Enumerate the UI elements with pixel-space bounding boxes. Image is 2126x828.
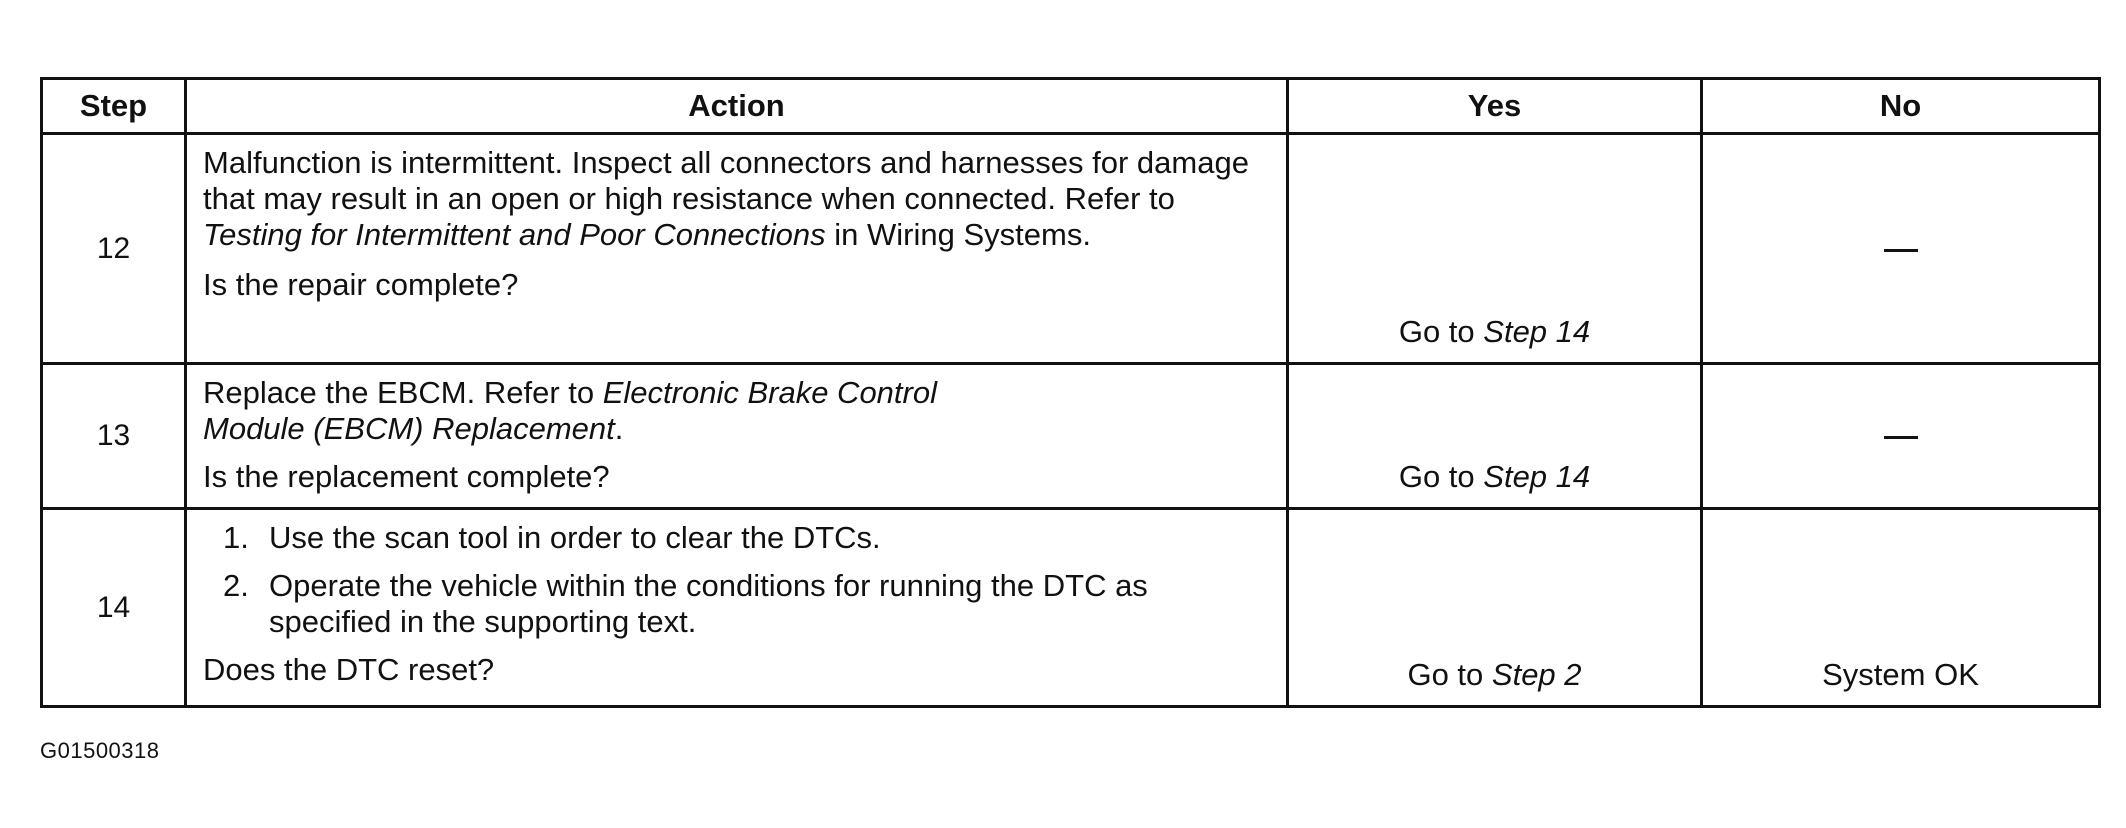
table-row [42,509,2100,707]
yes-cell [1288,134,1702,364]
reference-link-text: Testing for Intermittent and Poor Connections [203,217,826,252]
header-yes: Yes [1288,79,1702,134]
action-text [203,375,1272,447]
header-step: Step [42,79,186,134]
step-number: 14 [42,509,186,707]
action-step-text: Use the scan tool in order to clear the DTCs. [269,520,881,555]
question-text: Is the repair complete? [203,267,519,302]
action-step-item [203,568,1192,640]
diagnostic-table [40,77,2101,708]
question-text: Is the replacement complete? [203,459,610,494]
yes-step-reference: Step 14 [1483,459,1591,494]
action-step-text: Operate the vehicle within the conditions for running the DTC as specified in the supporting text. [269,568,1148,639]
header-action: Action [186,79,1288,134]
no-cell: System OK [1702,509,2100,707]
yes-cell [1288,364,1702,509]
action-cell [186,364,1288,509]
no-dash [1884,249,1918,252]
action-step-number: 1. [223,520,249,555]
action-step-item [203,520,1192,556]
action-cell [186,509,1288,707]
no-dash [1884,436,1918,439]
action-text-part: in Wiring Systems. [825,217,1091,252]
no-cell [1702,134,2100,364]
step-number: 12 [42,134,186,364]
figure-id: G01500318 [40,738,160,763]
yes-step-reference: Step 2 [1491,657,1582,692]
yes-prefix: Go to [1398,314,1484,349]
action-cell [186,134,1288,364]
table-row [42,364,2100,509]
question-text: Does the DTC reset? [203,652,495,687]
table-header-row [42,79,2100,134]
no-cell [1702,364,2100,509]
action-step-number: 2. [223,568,249,603]
action-text-part: . [614,411,624,446]
action-text-part: Malfunction is intermittent. Inspect all connectors and harnesses for damage that may result in an open or high resistance when connected. Refer to [203,145,1249,216]
reference-link-text: Electronic Brake Control Module (EBCM) Replacement [203,375,937,446]
yes-cell [1288,509,1702,707]
yes-prefix: Go to [1398,459,1484,494]
action-text-part: Replace the EBCM. Refer to [203,375,603,410]
action-text [203,145,1272,253]
table-row [42,134,2100,364]
yes-prefix: Go to [1407,657,1492,692]
yes-step-reference: Step 14 [1483,314,1591,349]
step-number: 13 [42,364,186,509]
diagnostic-table-container [40,77,2098,708]
action-step-list [203,520,1272,640]
header-no: No [1702,79,2100,134]
